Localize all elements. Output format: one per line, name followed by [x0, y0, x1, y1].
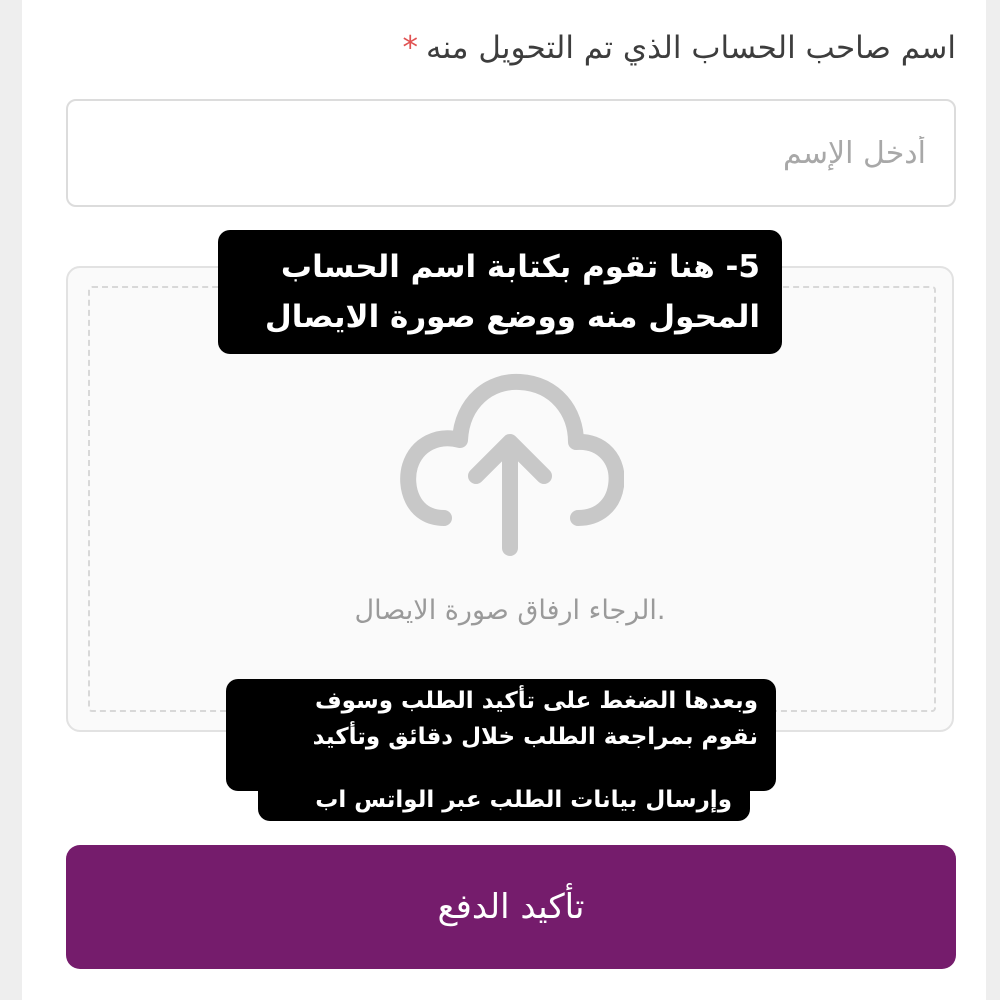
account-holder-label — [402, 30, 956, 66]
instruction-step5 — [218, 230, 782, 354]
left-margin — [0, 0, 22, 1000]
instruction-step5-line1: 5- هنا تقوم بكتابة اسم الحساب — [280, 249, 760, 285]
instruction-after-line2: نقوم بمراجعة الطلب خلال دقائق وتأكيد — [312, 724, 758, 750]
instruction-after-tail — [258, 781, 750, 821]
right-margin — [986, 0, 1000, 1000]
upload-hint: .الرجاء ارفاق صورة الايصال — [354, 595, 666, 626]
account-holder-label-text: اسم صاحب الحساب الذي تم التحويل منه — [425, 30, 956, 66]
cloud-upload-icon — [398, 368, 624, 558]
confirm-payment-button[interactable]: تأكيد الدفع — [66, 845, 956, 969]
instruction-after-line1: وبعدها الضغط على تأكيد الطلب وسوف — [314, 688, 758, 714]
required-asterisk: * — [402, 30, 418, 66]
account-holder-name-input[interactable] — [66, 99, 956, 207]
instruction-step5-line2: المحول منه ووضع صورة الايصال — [264, 299, 760, 335]
instruction-after — [226, 679, 776, 791]
instruction-after-line3: وإرسال بيانات الطلب عبر الواتس اب — [315, 787, 732, 813]
